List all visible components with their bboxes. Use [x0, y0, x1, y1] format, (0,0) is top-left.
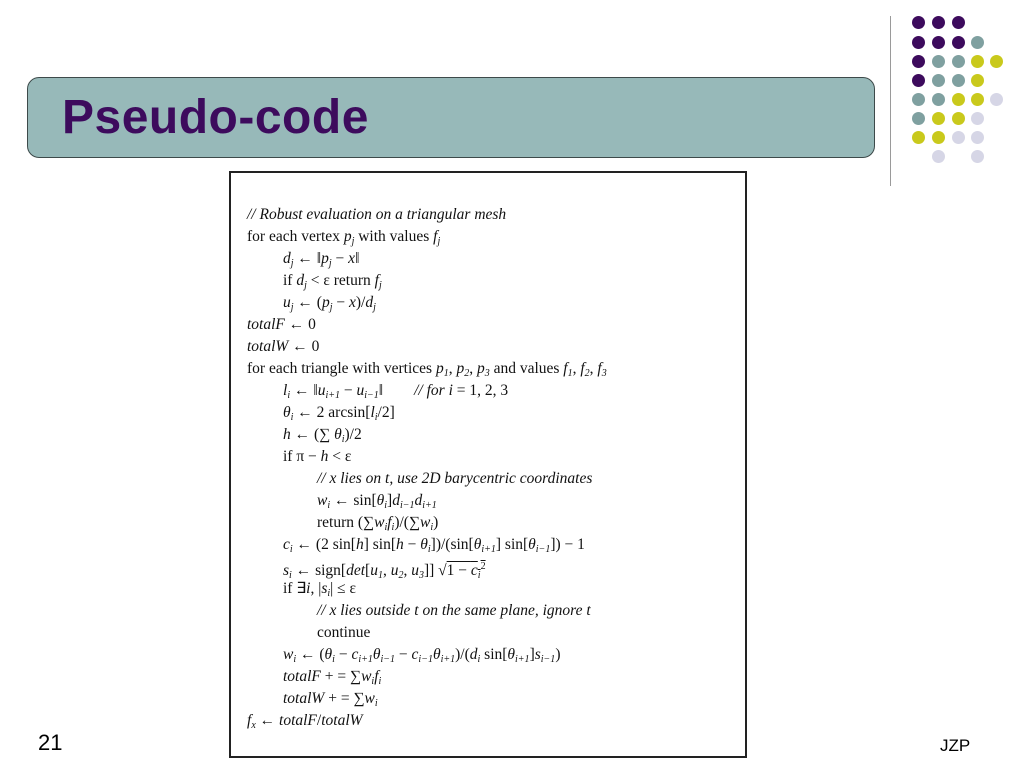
decorative-dot [952, 131, 965, 144]
code-line: if π − h < ε [283, 448, 352, 465]
code-line: $f_x$ ← totalF/totalW [247, 712, 363, 731]
decorative-dot [932, 74, 945, 87]
decorative-dot [952, 93, 965, 106]
decorative-dot [952, 16, 965, 29]
code-line: totalF + = $\sum w_if_i$ [283, 668, 382, 687]
decorative-dot [912, 55, 925, 68]
decorative-dot [971, 131, 984, 144]
code-line: if ∃i, $|s_i| \le \varepsilon$ [283, 580, 357, 599]
code-line: h ← (∑ $\theta_i)/2$ [283, 426, 362, 445]
decorative-dot [990, 55, 1003, 68]
decorative-dot [932, 55, 945, 68]
decorative-dot [971, 74, 984, 87]
code-line: // x lies on t, use 2D barycentric coordinates [317, 470, 593, 487]
code-line: $c_i$ ← (2 sin[h] $\sin[h - \theta_i])/(\sin[\theta_{i+1}]$ $\sin[\theta_{i-1}]) - 1$ [283, 536, 585, 555]
decorative-dot [912, 112, 925, 125]
decorative-dot [932, 16, 945, 29]
code-line: return $(\sum w_if_i)/(\sum w_i)$ [317, 514, 439, 533]
footer-author: JZP [940, 736, 971, 755]
decorative-dot [932, 112, 945, 125]
decorative-dot [932, 150, 945, 163]
code-line: $\theta_i$ ← 2 $\arcsin[l_i/2]$ [283, 404, 395, 423]
code-line: $s_i$ ← $sign[\det[u_1$, $u_2$, $u_3$]] $√1 - c_i^2$ [283, 561, 486, 581]
decorative-dot [971, 112, 984, 125]
decorative-dot [971, 93, 984, 106]
decorative-dot [971, 55, 984, 68]
decorative-dot [912, 16, 925, 29]
decorative-dot [952, 112, 965, 125]
decorative-dot [912, 36, 925, 49]
decorative-dot [952, 55, 965, 68]
decorative-dot [990, 93, 1003, 106]
page-number: 21 [38, 730, 63, 755]
decorative-dot [912, 74, 925, 87]
decorative-dot [912, 93, 925, 106]
decorative-dot [952, 74, 965, 87]
decorative-dot [932, 36, 945, 49]
code-line: if $d_j < \varepsilon$ return $f_j$ [283, 272, 382, 291]
decorative-dot [971, 36, 984, 49]
code-line: $w_i$ ← $(\theta_i - c_{i+1}\theta_{i-1} - c_{i-1}\theta_{i+1})/(d_i$ $\sin[\theta_{i+1}]s_{i-1}$) [283, 646, 561, 665]
decorative-dot [932, 131, 945, 144]
decorative-dot [971, 150, 984, 163]
code-line: totalW + = $\sum w_i$ [283, 690, 378, 709]
pseudo-code-box [229, 171, 747, 758]
decorative-dot [912, 131, 925, 144]
decorative-dot [932, 93, 945, 106]
decorative-dot [952, 36, 965, 49]
code-line: $l_i$ ← $‖u_{i+1}$ − $u_{i-1}‖$ // for i = 1, 2, 3 [283, 382, 509, 401]
code-line: $d_j$ ← $‖p_j$ − x‖ [283, 250, 360, 269]
code-line: totalW ← 0 [247, 338, 320, 355]
code-line: for each vertex $p_j$ with values $f_j$ [247, 228, 441, 247]
decorative-vertical-line [890, 16, 891, 186]
code-line: // Robust evaluation on a triangular mesh [247, 206, 507, 223]
slide-title: Pseudo-code [62, 91, 369, 144]
code-line: $u_j$ ← $(p_j - x)/d_j$ [283, 294, 376, 313]
code-line: $w_i$ ← $\sin[\theta_i]d_{i-1}d_{i+1}$ [317, 492, 437, 511]
code-line: continue [317, 624, 371, 641]
code-line: for each triangle with vertices $p_1$, $p_2$, $p_3$ and values $f_1$, $f_2$, $f_3$ [247, 360, 607, 379]
code-line: totalF ← 0 [247, 316, 316, 333]
code-line: // x lies outside t on the same plane, ignore t [317, 602, 591, 619]
